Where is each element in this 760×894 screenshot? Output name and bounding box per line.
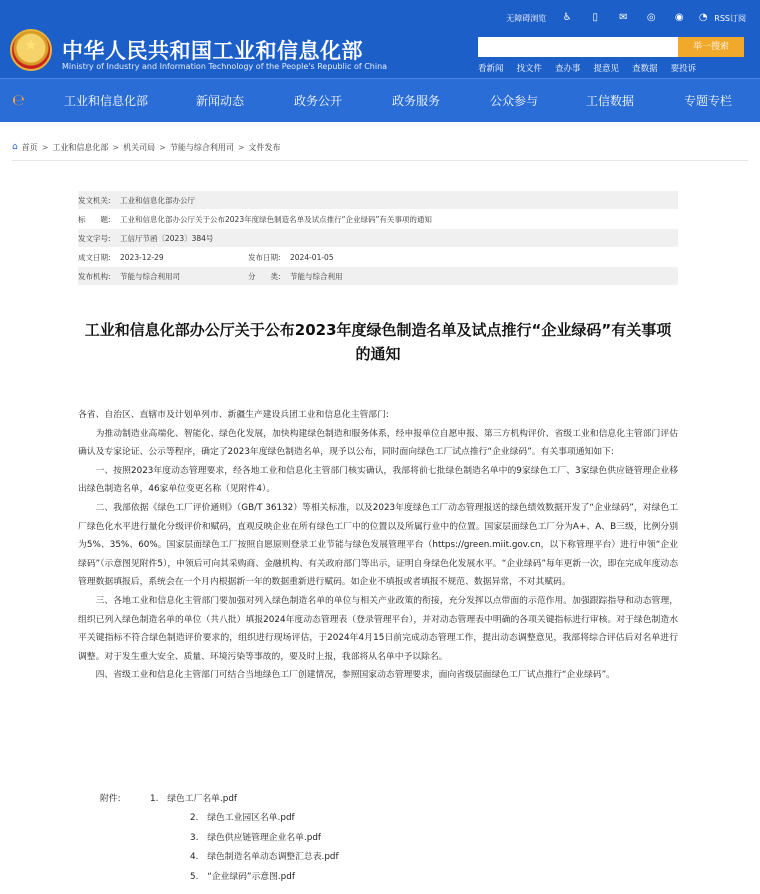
wechat-icon[interactable]: ◉: [674, 12, 684, 23]
accessibility-link[interactable]: 无障碍浏览: [506, 13, 547, 23]
meta-value: 2024-01-05: [290, 253, 334, 262]
accessibility-icon[interactable]: ♿: [562, 12, 572, 23]
meta-label: 分 类:: [248, 272, 281, 281]
meta-row-docno: [78, 229, 678, 248]
attachment-link[interactable]: 5. “企业绿码”示意图.pdf: [190, 871, 295, 882]
home-icon: ⌂: [12, 142, 18, 152]
quick-link-services[interactable]: 查办事: [555, 64, 581, 74]
nav-item-participation[interactable]: 公众参与: [490, 94, 539, 108]
nav-item-gov-service[interactable]: 政务服务: [392, 94, 441, 108]
rss-link[interactable]: RSS订阅: [714, 13, 746, 23]
rss-icon[interactable]: ◔: [698, 12, 708, 23]
nav-item-news[interactable]: 新闻动态: [196, 94, 245, 108]
breadcrumb-separator: >: [112, 142, 120, 152]
meta-value: 2023-12-29: [120, 253, 164, 262]
document-title: 工业和信息化部办公厅关于公布2023年度绿色制造名单及试点推行“企业绿码”有关事项的通知: [84, 321, 672, 363]
nav-item-gov-open[interactable]: 政务公开: [294, 94, 343, 108]
paragraph: 二、我部依据《绿色工厂评价通则》（GB/T 36132）等相关标准，以及2023年度绿色工厂动态管理报送的绿色绩效数据开发了“企业绿码”，对绿色工厂绿色化水平进行量化分级评价和赋码，直观反映企业在所有绿色工厂中的位置以及所属行业中的位置。国家层面绿色工厂分为A+、A、B三级，比例分别为5%、35%、60%。国家层面绿色工厂按照自愿原则登录工业节能与绿色发展管理平台（https://green.miit.gov.cn，以下称管理平台）进行申领“企业绿码”（示意图见附件5），申领后可向其采购商、金融机构、有关政府部门等出示，证明自身绿色化发展水平。“企业绿码”每年更新一次，即在完成年度动态管理数据填报后，系统会在一个月内根据新一年的数据重新进行赋码。如企业不填报或者填报不规范、数据异常，不对其赋码。: [78, 502, 678, 588]
national-emblem-logo[interactable]: [10, 29, 52, 71]
paragraph: 四、省级工业和信息化主管部门可结合当地绿色工厂创建情况，参照国家动态管理要求，面向省级层面绿色工厂试点推行“企业绿码”。: [95, 670, 615, 681]
home-icon[interactable]: ℮: [12, 91, 25, 109]
divider: [12, 160, 748, 161]
mobile-icon[interactable]: ▯: [592, 12, 599, 23]
breadcrumb-energy-dept[interactable]: 节能与综合利用司: [169, 142, 234, 152]
search-button[interactable]: 举一搜索: [678, 37, 744, 57]
top-links: [506, 10, 760, 26]
meta-row-org: [78, 267, 678, 286]
meta-row-dates: [78, 248, 678, 267]
attachment-link[interactable]: 4. 绿色制造名单动态调整汇总表.pdf: [190, 852, 339, 863]
site-title-en: Ministry of Industry and Information Technology of the People's Republic of China: [62, 62, 388, 71]
meta-label: 发文机关:: [78, 196, 111, 205]
attachment-link[interactable]: 3. 绿色供应链管理企业名单.pdf: [190, 832, 322, 843]
meta-label: 发文字号:: [78, 234, 111, 243]
quick-link-files[interactable]: 找文件: [516, 64, 543, 74]
site-title-cn[interactable]: 中华人民共和国工业和信息化部: [62, 39, 363, 63]
main-nav: [0, 78, 760, 122]
meta-value: 节能与综合利用司: [120, 272, 180, 281]
weibo-icon[interactable]: ◎: [646, 12, 656, 23]
paragraph: 为推动制造业高端化、智能化、绿色化发展，加快构建绿色制造和服务体系，经申报单位自愿申报、第三方机构评价、省级工业和信息化主管部门评估确认及专家论证、公示等程序，确定了2023年度绿色制造名单，现予以公布，同时面向绿色工厂试点推行“企业绿码”。有关事项通知如下:: [78, 428, 678, 458]
meta-row-issuer: [78, 191, 678, 210]
email-icon[interactable]: ✉: [619, 12, 628, 23]
attachments-label: 附件:: [100, 794, 121, 804]
breadcrumb-documents[interactable]: 文件发布: [248, 142, 281, 152]
quick-links: [478, 62, 709, 74]
salutation: 各省、自治区、直辖市及计划单列市、新疆生产建设兵团工业和信息化主管部门:: [78, 410, 389, 420]
quick-link-complaint[interactable]: 要投诉: [670, 64, 697, 74]
site-header: [0, 0, 760, 78]
paragraph: 三、各地工业和信息化主管部门要加强对列入绿色制造名单的单位与相关产业政策的衔接，充分发挥以点带面的示范作用。加强跟踪指导和动态管理，组织已列入绿色制造名单的单位（共八批）填报2024年度动态管理表（登录管理平台），并对动态管理表中明确的各项关键指标进行审核。对于绿色制造水平关键指标不符合绿色制造评价要求的，组织进行现场评估，于2024年4月15日前完成动态管理工作，提出动态调整意见，我部将综合评估后对名单进行调整。对于发生重大安全、质量、环境污染等事故的，要及时上报，我部将从名单中予以除名。: [78, 595, 678, 662]
breadcrumb: [12, 141, 281, 153]
quick-link-news[interactable]: 看新闻: [478, 64, 504, 74]
attachment-link[interactable]: 2. 绿色工业园区名单.pdf: [190, 813, 295, 824]
breadcrumb-home[interactable]: 首页: [21, 142, 38, 152]
meta-row-title: [78, 210, 678, 229]
search-input[interactable]: [478, 37, 678, 57]
breadcrumb-separator: >: [159, 142, 166, 152]
meta-value: 节能与综合利用: [290, 272, 343, 281]
breadcrumb-miit[interactable]: 工业和信息化部: [52, 142, 109, 152]
meta-label: 发布日期:: [248, 253, 281, 262]
meta-label: 成文日期:: [78, 253, 111, 262]
nav-item-data[interactable]: 工信数据: [586, 94, 635, 108]
attachment-link[interactable]: 1. 绿色工厂名单.pdf: [150, 794, 238, 804]
meta-value: 工业和信息化部办公厅关于公布2023年度绿色制造名单及试点推行“企业绿码”有关事项的通知: [120, 215, 432, 224]
star-icon: ★: [24, 36, 38, 54]
quick-link-data[interactable]: 查数据: [632, 64, 658, 74]
quick-link-feedback[interactable]: 提意见: [593, 64, 620, 74]
paragraph: 一、按照2023年度动态管理要求，经各地工业和信息化主管部门核实确认，我部将前七批绿色制造名单中的9家绿色工厂、3家绿色供应链管理企业移出绿色制造名单，46家单位变更名称（见附件4）。: [78, 465, 678, 495]
breadcrumb-departments[interactable]: 机关司局: [123, 142, 156, 152]
nav-item-miit[interactable]: 工业和信息化部: [64, 94, 149, 108]
meta-label: 标 题:: [78, 215, 111, 224]
document-meta-table: [78, 191, 678, 286]
breadcrumb-separator: >: [237, 142, 245, 152]
meta-value: 工业和信息化部办公厅: [120, 196, 195, 205]
meta-value: 工信厅节函〔2023〕384号: [120, 234, 214, 243]
nav-item-topics[interactable]: 专题专栏: [684, 94, 733, 108]
document-body: [78, 406, 678, 685]
meta-label: 发布机构:: [78, 272, 111, 281]
breadcrumb-separator: >: [41, 142, 49, 152]
